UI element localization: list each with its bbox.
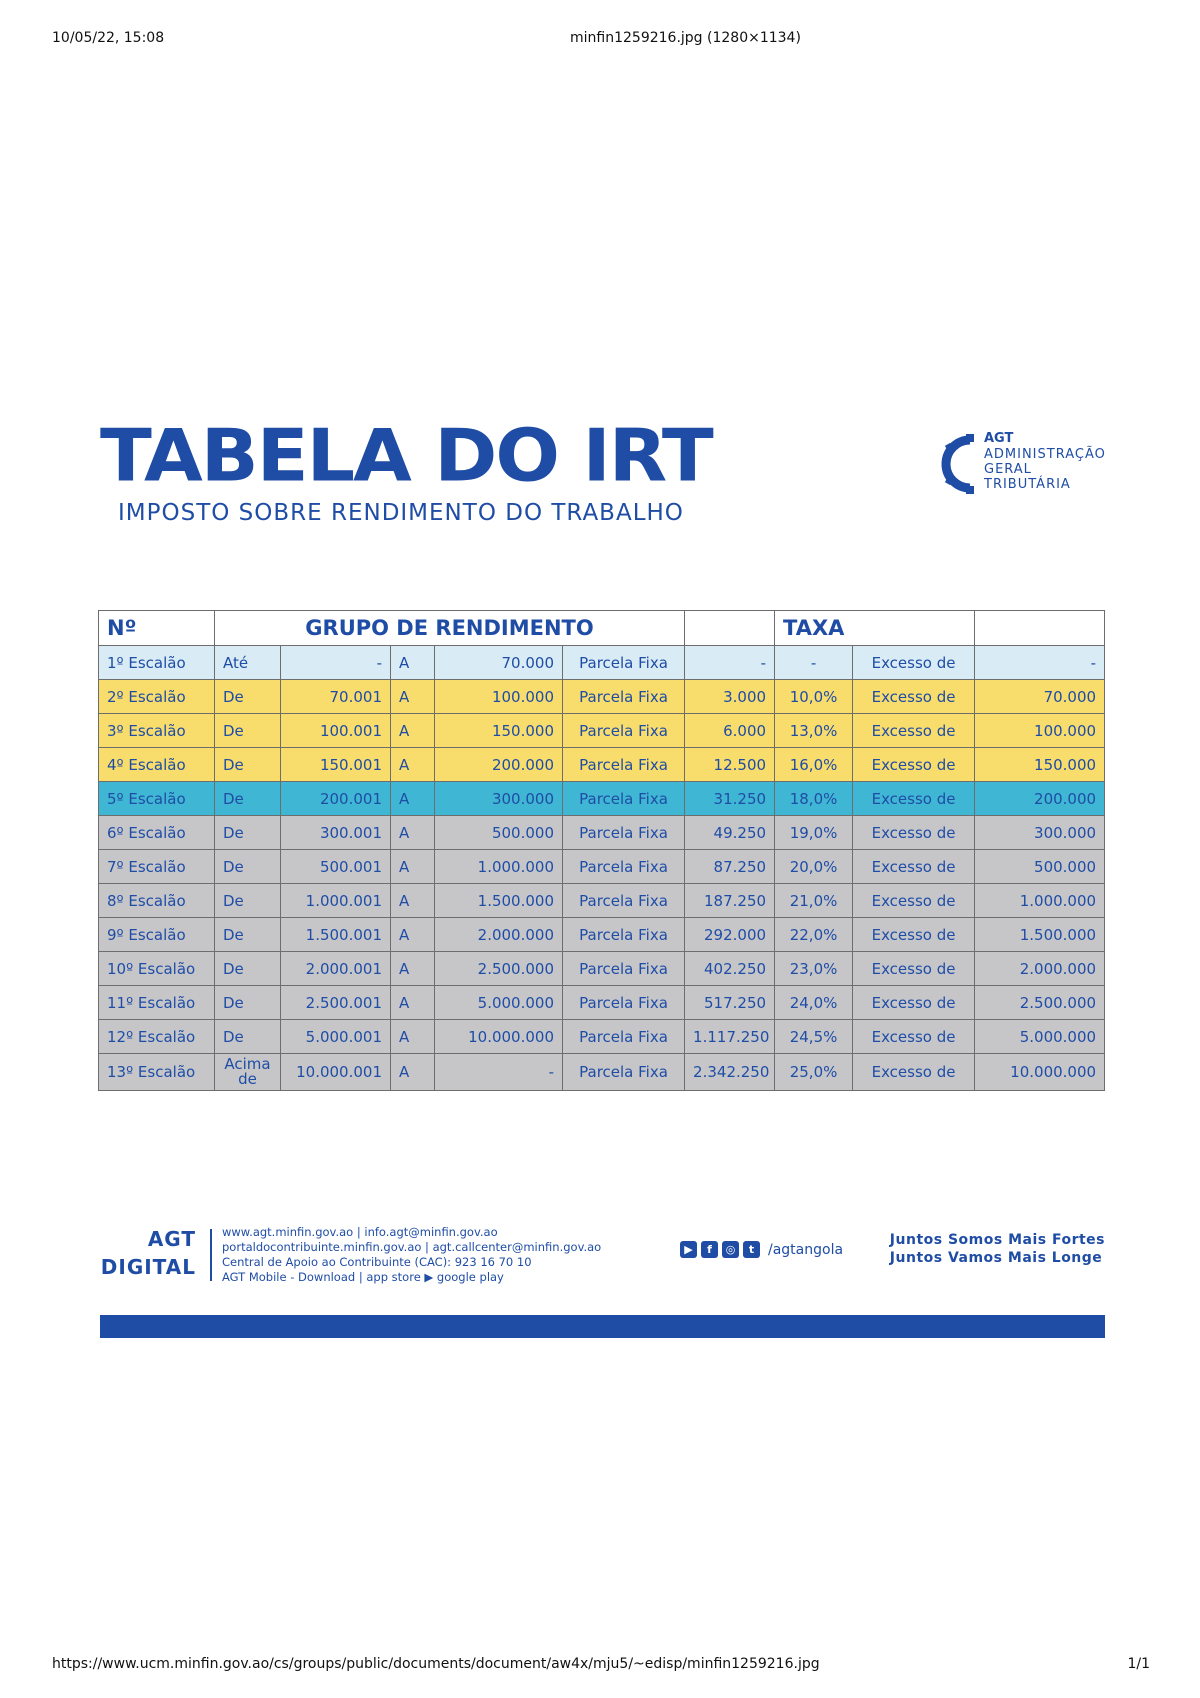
- cell-min: 70.001: [281, 680, 391, 714]
- cell-a: A: [391, 986, 435, 1020]
- cell-max: 100.000: [435, 680, 563, 714]
- footer-divider: [210, 1229, 212, 1281]
- table-row: [99, 952, 1105, 986]
- logo-agt: AGT: [984, 431, 1014, 446]
- cell-a: A: [391, 816, 435, 850]
- table-row: [99, 1054, 1105, 1091]
- cell-escalao: 6º Escalão: [99, 816, 215, 850]
- agt-digital-brand: [100, 1225, 196, 1281]
- contact-line: www.agt.minfin.gov.ao | info.agt@minfin.gov.ao: [222, 1225, 498, 1239]
- cell-escalao: 2º Escalão: [99, 680, 215, 714]
- header-blank-1: [685, 611, 775, 646]
- table-row: [99, 884, 1105, 918]
- cell-taxa: 22,0%: [775, 918, 853, 952]
- cell-excesso: Excesso de: [853, 714, 975, 748]
- cell-taxa: 16,0%: [775, 748, 853, 782]
- cell-min: 1.000.001: [281, 884, 391, 918]
- table-row: [99, 850, 1105, 884]
- cell-excesso: Excesso de: [853, 918, 975, 952]
- cell-parcela: Parcela Fixa: [563, 884, 685, 918]
- cell-valor: 1.117.250: [685, 1020, 775, 1054]
- slogan-line1: Juntos Somos Mais Fortes: [889, 1232, 1105, 1248]
- table-row: [99, 782, 1105, 816]
- cell-valor: 6.000: [685, 714, 775, 748]
- facebook-icon[interactable]: f: [701, 1241, 718, 1258]
- cell-max: 200.000: [435, 748, 563, 782]
- cell-valor: 31.250: [685, 782, 775, 816]
- cell-a: A: [391, 1020, 435, 1054]
- footer: [100, 1225, 1105, 1285]
- cell-base: 1.500.000: [975, 918, 1105, 952]
- page-title: TABELA DO IRT: [100, 413, 712, 498]
- cell-parcela: Parcela Fixa: [563, 748, 685, 782]
- cell-min: 10.000.001: [281, 1054, 391, 1091]
- cell-taxa: 21,0%: [775, 884, 853, 918]
- cell-excesso: Excesso de: [853, 850, 975, 884]
- cell-de: Acima de: [215, 1054, 281, 1091]
- table-row: [99, 714, 1105, 748]
- cell-min: 200.001: [281, 782, 391, 816]
- header-taxa: TAXA: [775, 611, 975, 646]
- social-links: [680, 1241, 843, 1258]
- cell-min: -: [281, 646, 391, 680]
- youtube-icon[interactable]: ▶: [680, 1241, 697, 1258]
- footer-agt: AGT: [147, 1227, 196, 1251]
- cell-max: 300.000: [435, 782, 563, 816]
- cell-escalao: 5º Escalão: [99, 782, 215, 816]
- cell-a: A: [391, 884, 435, 918]
- twitter-icon[interactable]: t: [743, 1241, 760, 1258]
- cell-de: De: [215, 986, 281, 1020]
- cell-valor: 402.250: [685, 952, 775, 986]
- cell-de: De: [215, 680, 281, 714]
- cell-escalao: 12º Escalão: [99, 1020, 215, 1054]
- cell-de: Até: [215, 646, 281, 680]
- cell-min: 100.001: [281, 714, 391, 748]
- cell-parcela: Parcela Fixa: [563, 816, 685, 850]
- footer-digital: DIGITAL: [100, 1255, 196, 1279]
- cell-valor: 292.000: [685, 918, 775, 952]
- cell-parcela: Parcela Fixa: [563, 986, 685, 1020]
- cell-taxa: 13,0%: [775, 714, 853, 748]
- contact-line: portaldocontribuinte.minfin.gov.ao | agt.callcenter@minfin.gov.ao: [222, 1240, 602, 1254]
- cell-de: De: [215, 816, 281, 850]
- social-handle: /agtangola: [768, 1241, 844, 1258]
- cell-max: 150.000: [435, 714, 563, 748]
- cell-excesso: Excesso de: [853, 986, 975, 1020]
- table-row: [99, 646, 1105, 680]
- cell-taxa: 10,0%: [775, 680, 853, 714]
- cell-taxa: 24,0%: [775, 986, 853, 1020]
- logo-line1: ADMINISTRAÇÃO: [984, 447, 1106, 462]
- cell-valor: 187.250: [685, 884, 775, 918]
- cell-parcela: Parcela Fixa: [563, 918, 685, 952]
- header-n: Nº: [99, 611, 215, 646]
- cell-base: 70.000: [975, 680, 1105, 714]
- cell-parcela: Parcela Fixa: [563, 1020, 685, 1054]
- cell-escalao: 7º Escalão: [99, 850, 215, 884]
- cell-escalao: 3º Escalão: [99, 714, 215, 748]
- cell-min: 5.000.001: [281, 1020, 391, 1054]
- cell-taxa: 18,0%: [775, 782, 853, 816]
- print-datetime: 10/05/22, 15:08: [52, 30, 165, 46]
- print-doc-title: minfin1259216.jpg (1280×1134): [570, 30, 801, 46]
- print-page-count: 1/1: [1127, 1656, 1150, 1672]
- cell-excesso: Excesso de: [853, 748, 975, 782]
- cell-min: 2.000.001: [281, 952, 391, 986]
- cell-de: De: [215, 952, 281, 986]
- cell-valor: -: [685, 646, 775, 680]
- agt-logo: [940, 430, 1120, 502]
- cell-max: 1.500.000: [435, 884, 563, 918]
- cell-base: 5.000.000: [975, 1020, 1105, 1054]
- cell-excesso: Excesso de: [853, 680, 975, 714]
- cell-excesso: Excesso de: [853, 782, 975, 816]
- cell-taxa: 25,0%: [775, 1054, 853, 1091]
- cell-max: -: [435, 1054, 563, 1091]
- cell-max: 2.500.000: [435, 952, 563, 986]
- page-subtitle: IMPOSTO SOBRE RENDIMENTO DO TRABALHO: [118, 500, 684, 526]
- cell-parcela: Parcela Fixa: [563, 1054, 685, 1091]
- cell-excesso: Excesso de: [853, 816, 975, 850]
- cell-base: 100.000: [975, 714, 1105, 748]
- irt-table: [98, 610, 1105, 1091]
- cell-min: 150.001: [281, 748, 391, 782]
- contact-line: Central de Apoio ao Contribuinte (CAC): 923 16 70 10: [222, 1255, 532, 1269]
- cell-a: A: [391, 1054, 435, 1091]
- cell-taxa: 24,5%: [775, 1020, 853, 1054]
- cell-excesso: Excesso de: [853, 646, 975, 680]
- cell-de: De: [215, 782, 281, 816]
- logo-line3: TRIBUTÁRIA: [984, 477, 1071, 492]
- slogan-line2: Juntos Vamos Mais Longe: [889, 1250, 1103, 1266]
- table-body: [99, 646, 1105, 1091]
- cell-min: 300.001: [281, 816, 391, 850]
- cell-escalao: 1º Escalão: [99, 646, 215, 680]
- cell-taxa: 19,0%: [775, 816, 853, 850]
- cell-taxa: 23,0%: [775, 952, 853, 986]
- cell-a: A: [391, 646, 435, 680]
- footer-slogan: [890, 1231, 1105, 1267]
- cell-a: A: [391, 714, 435, 748]
- table-row: [99, 918, 1105, 952]
- table-row: [99, 748, 1105, 782]
- cell-base: 10.000.000: [975, 1054, 1105, 1091]
- cell-max: 2.000.000: [435, 918, 563, 952]
- table-row: [99, 816, 1105, 850]
- cell-de: De: [215, 918, 281, 952]
- table-header-row: [99, 611, 1105, 646]
- table-row: [99, 680, 1105, 714]
- cell-de: De: [215, 714, 281, 748]
- cell-a: A: [391, 952, 435, 986]
- cell-min: 2.500.001: [281, 986, 391, 1020]
- cell-valor: 2.342.250: [685, 1054, 775, 1091]
- table-row: [99, 1020, 1105, 1054]
- cell-base: 2.500.000: [975, 986, 1105, 1020]
- cell-valor: 87.250: [685, 850, 775, 884]
- print-url: https://www.ucm.minfin.gov.ao/cs/groups/public/documents/document/aw4x/mju5/~edisp/minfin1259216.jpg: [52, 1656, 820, 1672]
- cell-taxa: 20,0%: [775, 850, 853, 884]
- cell-valor: 3.000: [685, 680, 775, 714]
- cell-max: 5.000.000: [435, 986, 563, 1020]
- cell-a: A: [391, 748, 435, 782]
- logo-line2: GERAL: [984, 462, 1032, 477]
- cell-excesso: Excesso de: [853, 1020, 975, 1054]
- cell-escalao: 8º Escalão: [99, 884, 215, 918]
- cell-parcela: Parcela Fixa: [563, 680, 685, 714]
- cell-base: 300.000: [975, 816, 1105, 850]
- cell-de: De: [215, 1020, 281, 1054]
- cell-max: 500.000: [435, 816, 563, 850]
- cell-de: De: [215, 748, 281, 782]
- cell-excesso: Excesso de: [853, 1054, 975, 1091]
- cell-valor: 517.250: [685, 986, 775, 1020]
- cell-parcela: Parcela Fixa: [563, 782, 685, 816]
- cell-a: A: [391, 850, 435, 884]
- agt-gear-icon: [940, 430, 982, 498]
- cell-de: De: [215, 884, 281, 918]
- cell-escalao: 13º Escalão: [99, 1054, 215, 1091]
- contact-line: AGT Mobile - Download | app store ▶ google play: [222, 1270, 504, 1284]
- cell-excesso: Excesso de: [853, 884, 975, 918]
- instagram-icon[interactable]: ◎: [722, 1241, 739, 1258]
- cell-base: -: [975, 646, 1105, 680]
- cell-min: 500.001: [281, 850, 391, 884]
- cell-escalao: 11º Escalão: [99, 986, 215, 1020]
- cell-a: A: [391, 680, 435, 714]
- cell-max: 10.000.000: [435, 1020, 563, 1054]
- cell-parcela: Parcela Fixa: [563, 714, 685, 748]
- cell-max: 1.000.000: [435, 850, 563, 884]
- cell-base: 2.000.000: [975, 952, 1105, 986]
- cell-valor: 12.500: [685, 748, 775, 782]
- cell-parcela: Parcela Fixa: [563, 850, 685, 884]
- cell-base: 150.000: [975, 748, 1105, 782]
- footer-bar: [100, 1315, 1105, 1338]
- cell-base: 500.000: [975, 850, 1105, 884]
- cell-parcela: Parcela Fixa: [563, 646, 685, 680]
- cell-de: De: [215, 850, 281, 884]
- footer-contacts: [222, 1225, 601, 1285]
- cell-a: A: [391, 918, 435, 952]
- cell-escalao: 4º Escalão: [99, 748, 215, 782]
- cell-max: 70.000: [435, 646, 563, 680]
- cell-escalao: 9º Escalão: [99, 918, 215, 952]
- cell-valor: 49.250: [685, 816, 775, 850]
- header-grupo: GRUPO DE RENDIMENTO: [215, 611, 685, 646]
- cell-base: 1.000.000: [975, 884, 1105, 918]
- cell-parcela: Parcela Fixa: [563, 952, 685, 986]
- cell-taxa: -: [775, 646, 853, 680]
- header-blank-2: [975, 611, 1105, 646]
- cell-escalao: 10º Escalão: [99, 952, 215, 986]
- cell-excesso: Excesso de: [853, 952, 975, 986]
- cell-min: 1.500.001: [281, 918, 391, 952]
- table-row: [99, 986, 1105, 1020]
- cell-base: 200.000: [975, 782, 1105, 816]
- cell-a: A: [391, 782, 435, 816]
